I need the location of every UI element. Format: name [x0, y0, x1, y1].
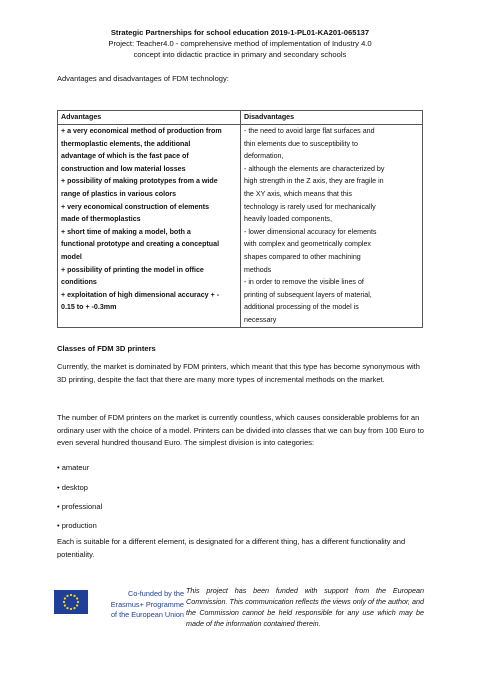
- disadvantage-line: thin elements due to susceptibility to: [244, 139, 358, 148]
- advantage-line: conditions: [61, 278, 97, 287]
- advantage-line: functional prototype and creating a conceptual: [61, 240, 220, 249]
- advantage-line: advantage of which is the fast pace of: [61, 152, 189, 161]
- disadvantages-cell: [241, 125, 423, 328]
- list-item: • amateur: [57, 463, 90, 472]
- page-header: [40, 27, 440, 60]
- disadvantage-line: - in order to remove the visible lines of: [244, 278, 364, 287]
- advantages-cell: [58, 125, 241, 328]
- advantage-line: + a very economical method of production from: [61, 127, 222, 135]
- disadvantage-line: deformation,: [244, 152, 284, 161]
- disadvantage-line: - although the elements are characterized by: [244, 164, 385, 173]
- header-project-subline: concept into didactic practice in primary and secondary schools: [133, 50, 347, 59]
- disclaimer-text: This project has been funded with support from the European Commission. This communication reflects the views only of the author, and the Commission cannot be held responsible for any use which may be made of the information contained therein.: [186, 586, 424, 628]
- advantage-line: made of thermoplastics: [61, 215, 141, 224]
- cofund-text: [90, 589, 184, 621]
- header-project-line: Project: Teacher4.0 - comprehensive method of implementation of Industry 4.0: [108, 39, 372, 48]
- advantage-line: construction and low material losses: [61, 164, 186, 173]
- advantage-line: model: [61, 252, 82, 261]
- disadvantage-line: high strength in the Z axis, they are fragile in: [244, 177, 384, 186]
- advantage-line: thermoplastic elements, the additional: [61, 139, 191, 148]
- disadvantage-line: necessary: [244, 315, 277, 324]
- disadvantage-line: shapes compared to other machining: [244, 252, 361, 261]
- eu-flag-icon: [54, 590, 88, 614]
- disadvantage-line: heavily loaded components,: [244, 215, 332, 224]
- list-item: • professional: [57, 502, 103, 511]
- disadvantage-line: with complex and geometrically complex: [244, 240, 371, 249]
- advantage-line: + exploitation of high dimensional accuracy + -: [61, 290, 220, 299]
- disadvantage-line: technology is rarely used for mechanically: [244, 202, 376, 211]
- intro-text: Advantages and disadvantages of FDM technology:: [57, 74, 229, 83]
- cofund-line: Co-funded by the: [128, 589, 184, 598]
- paragraph-market: Currently, the market is dominated by FDM printers, which meant that this type has become synonymous with 3D printing, despite the fact that there are many more types of incremental methods on the market.: [57, 362, 420, 384]
- table-row: [58, 125, 423, 328]
- section-title: Classes of FDM 3D printers: [57, 344, 156, 353]
- erasmus-logo: [54, 588, 184, 626]
- advantage-line: 0.15 to + -0.3mm: [61, 303, 117, 312]
- advantage-line: + possibility of printing the model in office: [61, 265, 204, 274]
- table-header-row: [58, 111, 423, 125]
- disadvantage-line: printing of subsequent layers of material,: [244, 290, 372, 299]
- cofund-line: Erasmus+ Programme: [110, 599, 184, 609]
- advantage-line: + possibility of making prototypes from a wide: [61, 177, 218, 186]
- disadvantages-header: Disadvantages: [241, 111, 423, 125]
- cofund-line: of the European Union: [110, 610, 184, 619]
- disadvantage-line: the XY axis, which means that this: [244, 189, 352, 198]
- advantage-line: + very economical construction of elements: [61, 202, 210, 211]
- disadvantage-line: - the need to avoid large flat surfaces and: [244, 127, 375, 135]
- disadvantage-line: methods: [244, 265, 272, 274]
- comparison-table: [57, 110, 423, 328]
- header-title: Strategic Partnerships for school education 2019-1-PL01-KA201-065137: [110, 28, 370, 37]
- paragraph-suitability: Each is suitable for a different element, is designated for a different thing, has a different functionality and potentiality.: [57, 537, 406, 559]
- disadvantage-line: - lower dimensional accuracy for elements: [244, 227, 377, 236]
- list-item: • desktop: [57, 483, 88, 492]
- advantages-header: Advantages: [58, 111, 241, 125]
- advantage-line: + short time of making a model, both a: [61, 227, 191, 236]
- disadvantage-line: additional processing of the model is: [244, 303, 359, 312]
- advantage-line: range of plastics in various colors: [61, 189, 177, 198]
- paragraph-classes: The number of FDM printers on the market is currently countless, which causes considerable problems for an ordinary user with the choice of a model. Printers can be divided into classes that we can buy from 100 Euro to even several hundred thousand Euro. The simplest division is into categories:: [57, 413, 424, 448]
- list-item: • production: [57, 521, 97, 530]
